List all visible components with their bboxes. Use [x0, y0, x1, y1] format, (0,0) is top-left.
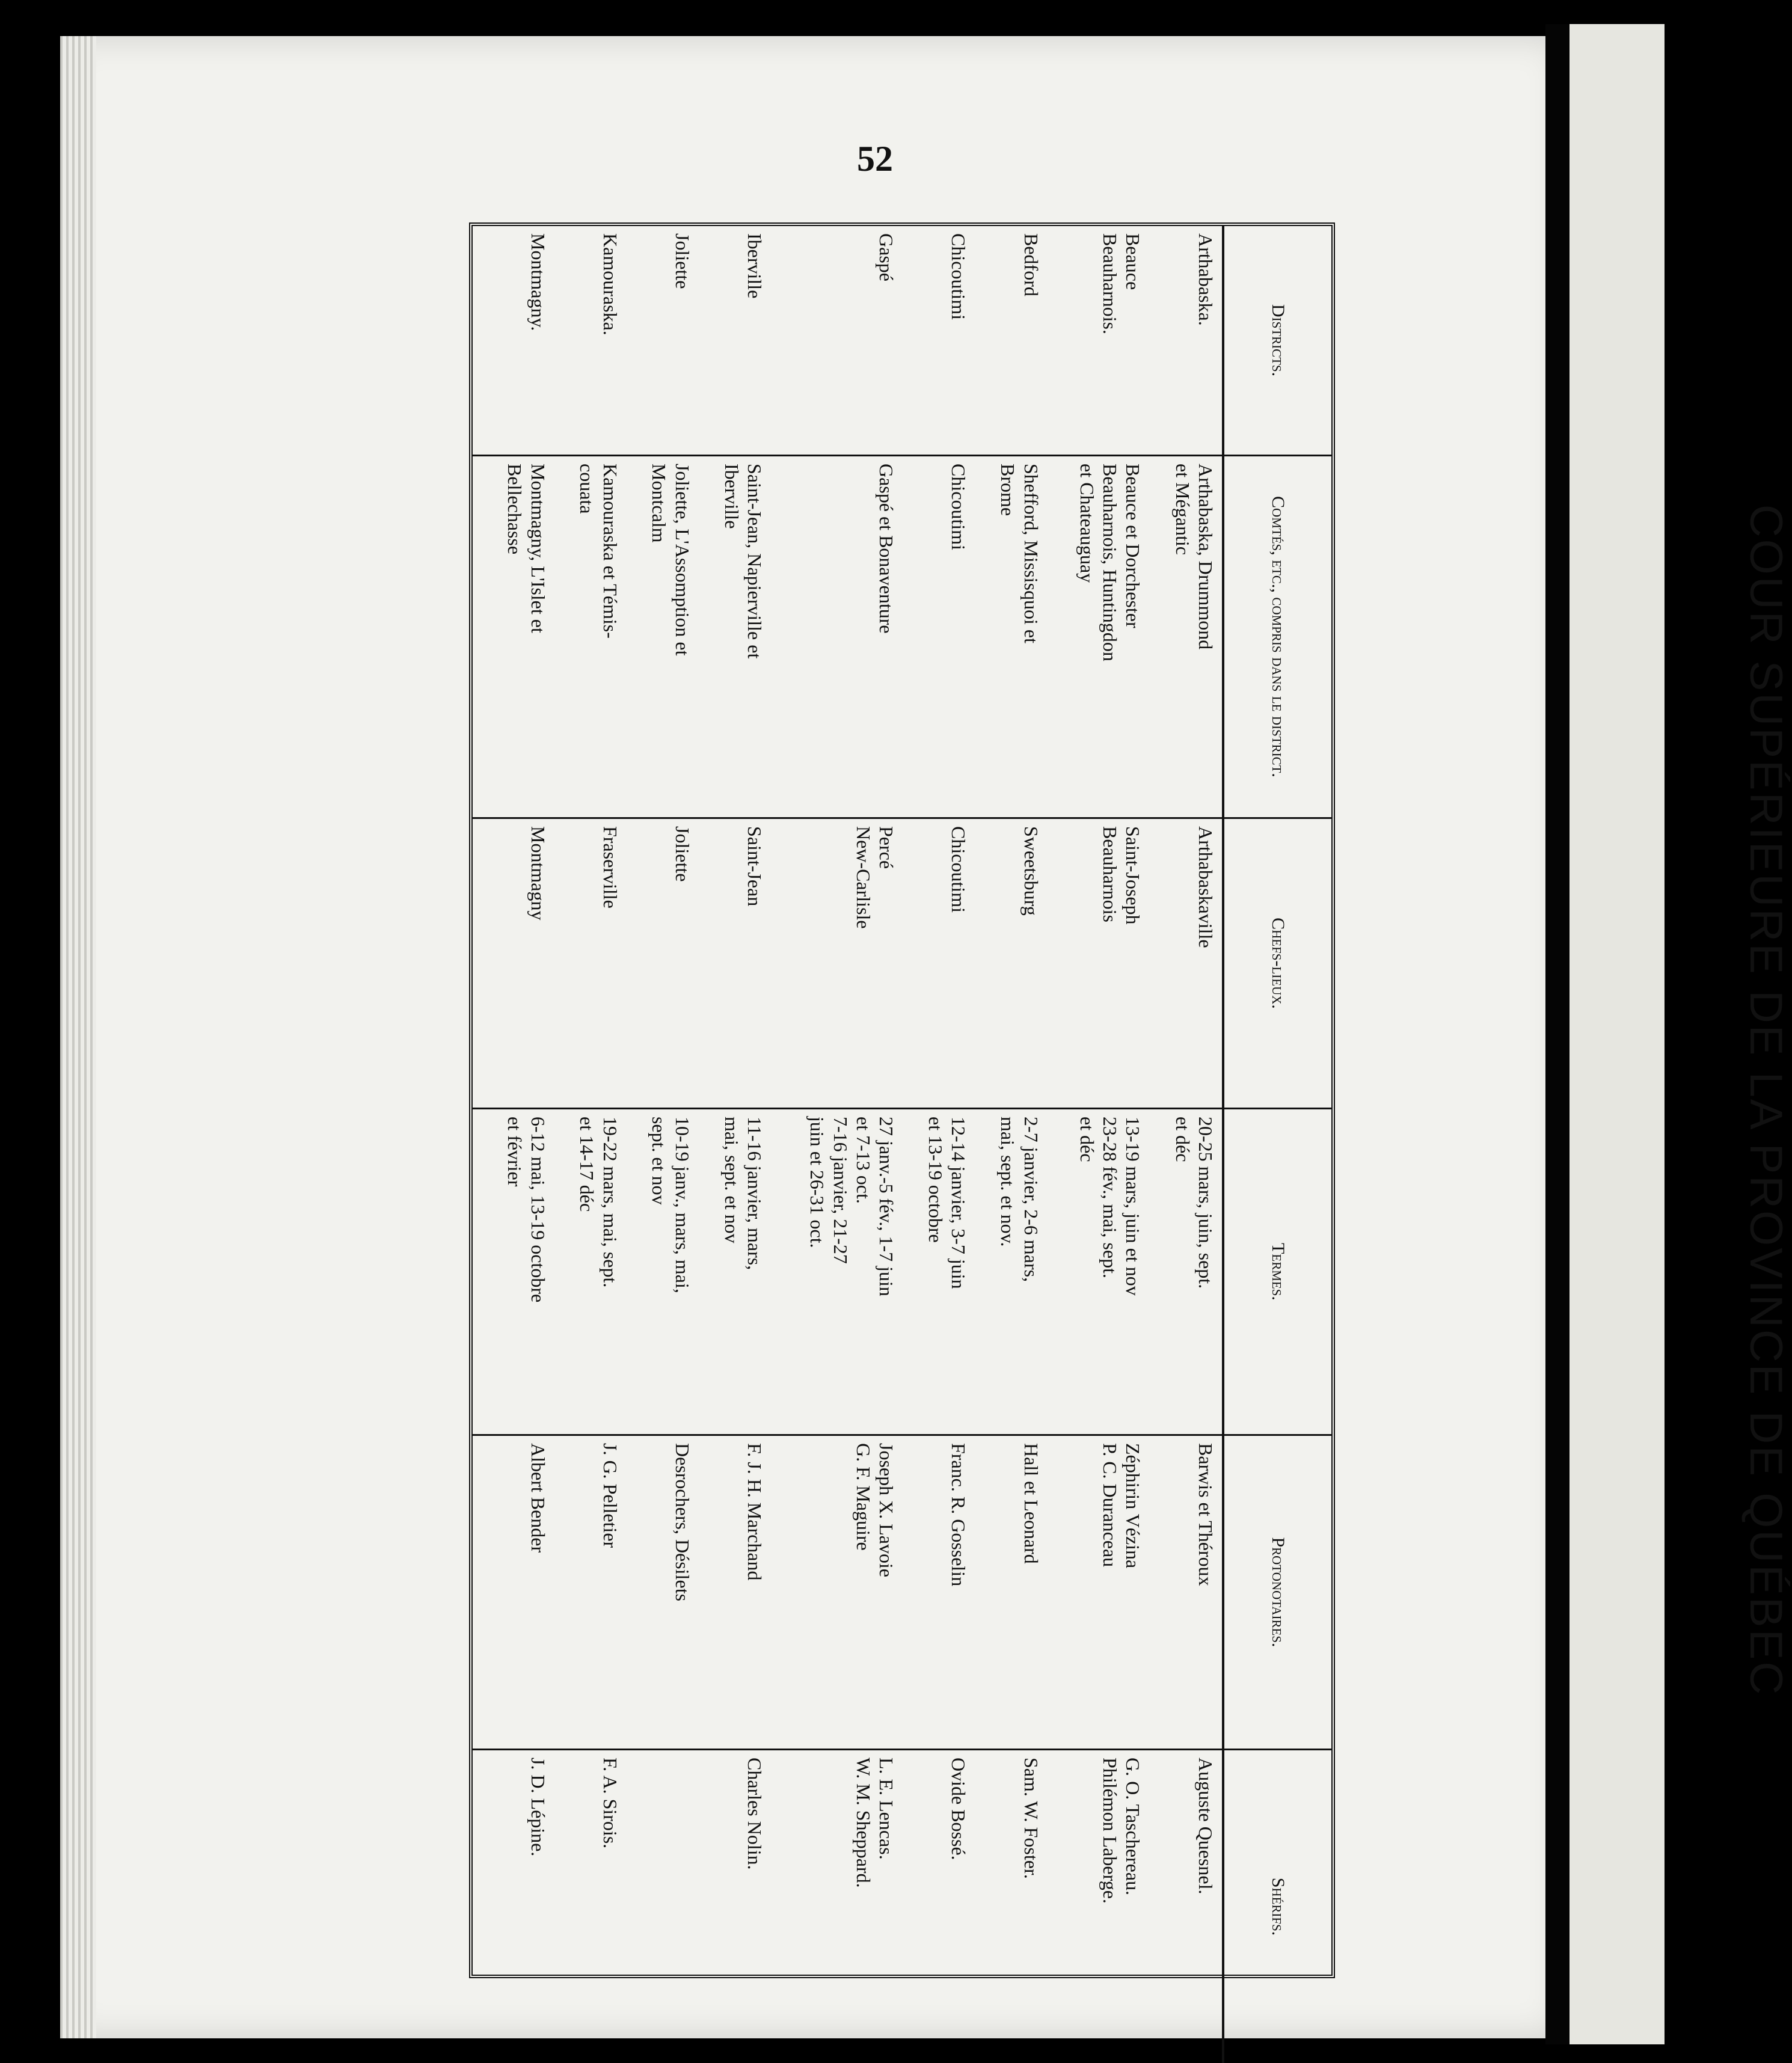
sherifs-cell-line: Ovide Bossé.	[947, 1758, 970, 2056]
comtes-cell-line: Gaspé et Bonaventure	[875, 464, 898, 810]
header-sherifs: Shérifs.	[1223, 1750, 1331, 2063]
termes-cell-line: et déc	[1075, 1117, 1098, 1427]
termes-cell-line: 7-16 janvier, 21-27	[829, 1117, 852, 1427]
sherifs-cell-line: Charles Nolin.	[743, 1758, 766, 2056]
comtes-cell-line: Montmagny, L'Islet et	[526, 464, 549, 810]
termes-cell-line: et 14-17 déc	[575, 1117, 598, 1427]
termes-cell-line: et 7-13 oct.	[852, 1117, 875, 1427]
comtes-cell-line: Arthabaska, Drummond	[1194, 464, 1217, 810]
table-header-row	[1223, 226, 1331, 2063]
comtes-cell-line: Joliette, L'Assomption et	[670, 464, 693, 810]
sherifs-cell	[903, 1750, 975, 2063]
district-cell-line: Arthabaska.	[1194, 233, 1217, 447]
comtes-cell-line: Brome	[996, 464, 1019, 810]
sherifs-cell	[1048, 1750, 1150, 2063]
page-title: COUR SUPÉRIEURE DE LA PROVINCE DE QUÉBEC	[1740, 222, 1792, 1978]
termes-cell-line: 23-28 fév., mai, sept.	[1099, 1117, 1122, 1427]
table-row	[699, 226, 771, 2063]
protonotaires-cell-line: Joseph X. Lavoie	[875, 1443, 898, 1741]
sherifs-cell-line: W. M. Sheppard.	[852, 1758, 875, 2056]
header-termes: Termes.	[1223, 1109, 1331, 1435]
chefs-lieux-cell	[627, 818, 699, 1109]
protonotaires-cell	[903, 1435, 975, 1750]
district-cell-line: Iberville	[743, 233, 766, 447]
termes-cell	[1149, 1109, 1223, 1435]
chefs-lieux-cell-line: New-Carlisle	[852, 826, 875, 1100]
protonotaires-cell	[554, 1435, 627, 1750]
protonotaires-cell	[975, 1435, 1047, 1750]
district-cell-line: Beauce	[1122, 233, 1144, 447]
comtes-cell	[975, 456, 1047, 818]
district-cell-line: Beauharnois.	[1099, 233, 1122, 447]
table-row	[771, 226, 903, 2063]
termes-cell	[473, 1109, 554, 1435]
chefs-lieux-cell-line: Chicoutimi	[947, 826, 970, 1100]
termes-cell-line: juin et 26-31 oct.	[806, 1117, 829, 1427]
district-cell	[627, 226, 699, 456]
termes-cell-line: 6-12 mai, 13-19 octobre	[526, 1117, 549, 1427]
termes-cell-line: 27 janv.-5 fév., 1-7 juin	[875, 1117, 898, 1427]
protonotaires-cell-line: Barwis et Théroux	[1194, 1443, 1217, 1741]
termes-cell-line: et février	[503, 1117, 526, 1427]
chefs-lieux-cell-line: Saint-Jean	[743, 826, 766, 1100]
protonotaires-cell-line: Franc. R. Gosselin	[947, 1443, 970, 1741]
table-row	[903, 226, 975, 2063]
protonotaires-cell-line: Albert Bender	[526, 1443, 549, 1741]
chefs-lieux-cell	[1149, 818, 1223, 1109]
comtes-cell	[699, 456, 771, 818]
termes-cell-line: 11-16 janvier, mars,	[743, 1117, 766, 1427]
termes-cell	[627, 1109, 699, 1435]
chefs-lieux-cell-line: Joliette	[670, 826, 693, 1100]
page-number: 52	[839, 138, 911, 180]
sherifs-cell-line: F. A. Sirois.	[598, 1758, 621, 2056]
comtes-cell-line: Beauharnois, Huntingdon	[1099, 464, 1122, 810]
comtes-cell-line: Beauce et Dorchester	[1122, 464, 1144, 810]
table-frame	[469, 222, 1335, 1978]
protonotaires-cell-line: P. C. Duranceau	[1099, 1443, 1122, 1741]
district-cell-line: Bedford	[1019, 233, 1042, 447]
protonotaires-cell-line: J. G. Pelletier	[598, 1443, 621, 1741]
district-cell	[554, 226, 627, 456]
protonotaires-cell	[699, 1435, 771, 1750]
table-row	[1149, 226, 1223, 2063]
comtes-cell-line: couata	[575, 464, 598, 810]
protonotaires-cell	[1048, 1435, 1150, 1750]
sherifs-cell-line: Philémon Laberge.	[1099, 1758, 1122, 2056]
sherifs-cell	[975, 1750, 1047, 2063]
termes-cell-line: 10-19 janv., mars, mai,	[670, 1117, 693, 1427]
district-cell-line: Gaspé	[875, 233, 898, 447]
facing-page-edge	[1570, 24, 1665, 2044]
table-row	[975, 226, 1047, 2063]
chefs-lieux-cell	[975, 818, 1047, 1109]
header-comtes: Comtés, etc., compris dans le district.	[1223, 456, 1331, 818]
page-edges	[60, 36, 96, 2038]
chefs-lieux-cell-line: Fraserville	[598, 826, 621, 1100]
district-cell-line: Joliette	[670, 233, 693, 447]
termes-cell-line: 12-14 janvier, 3-7 juin	[947, 1117, 970, 1427]
district-cell	[771, 226, 903, 456]
termes-cell-line: mai, sept. et nov	[720, 1117, 743, 1427]
district-cell	[1048, 226, 1150, 456]
chefs-lieux-cell	[473, 818, 554, 1109]
table-row	[554, 226, 627, 2063]
termes-cell-line: sept. et nov	[648, 1117, 670, 1427]
comtes-cell	[903, 456, 975, 818]
termes-cell	[554, 1109, 627, 1435]
sherifs-cell	[627, 1750, 699, 2063]
protonotaires-cell	[771, 1435, 903, 1750]
rotated-table-block	[469, 222, 1335, 1978]
table-row	[627, 226, 699, 2063]
chefs-lieux-cell	[903, 818, 975, 1109]
termes-cell-line: et déc	[1171, 1117, 1194, 1427]
sherifs-cell	[554, 1750, 627, 2063]
chefs-lieux-cell-line: Percé	[875, 826, 898, 1100]
comtes-cell-line: Saint-Jean, Napierville et	[743, 464, 766, 810]
protonotaires-cell	[473, 1435, 554, 1750]
district-cell	[975, 226, 1047, 456]
chefs-lieux-cell-line: Montmagny	[526, 826, 549, 1100]
comtes-cell-line: Kamouraska et Témis-	[598, 464, 621, 810]
termes-cell-line: 2-7 janvier, 2-6 mars,	[1019, 1117, 1042, 1427]
comtes-cell	[627, 456, 699, 818]
district-cell-line: Montmagny.	[526, 233, 549, 447]
termes-cell-line: 13-19 mars, juin et nov	[1122, 1117, 1144, 1427]
termes-cell	[699, 1109, 771, 1435]
comtes-cell-line: Iberville	[720, 464, 743, 810]
chefs-lieux-cell-line: Arthabaskaville	[1194, 826, 1217, 1100]
comtes-cell-line: et Chateauguay	[1075, 464, 1098, 810]
chefs-lieux-cell	[771, 818, 903, 1109]
comtes-cell	[554, 456, 627, 818]
protonotaires-cell-line: Desrochers, Désilets	[670, 1443, 693, 1741]
district-cell	[1149, 226, 1223, 456]
sherifs-cell-line: G. O. Taschereau.	[1122, 1758, 1144, 2056]
district-cell	[473, 226, 554, 456]
termes-cell-line: 20-25 mars, juin, sept.	[1194, 1117, 1217, 1427]
table-row	[1048, 226, 1150, 2063]
termes-cell-line: et 13-19 octobre	[924, 1117, 947, 1427]
protonotaires-cell-line: Zéphirin Vézina	[1122, 1443, 1144, 1741]
header-protonotaires: Protonotaires.	[1223, 1435, 1331, 1750]
comtes-cell-line: Montcalm	[648, 464, 670, 810]
sherifs-cell	[771, 1750, 903, 2063]
chefs-lieux-cell	[699, 818, 771, 1109]
termes-cell	[1048, 1109, 1150, 1435]
termes-cell-line: mai, sept. et nov.	[996, 1117, 1019, 1427]
termes-cell	[771, 1109, 903, 1435]
protonotaires-cell-line: F. J. H. Marchand	[743, 1443, 766, 1741]
table-body	[473, 226, 1223, 2063]
header-districts: Districts.	[1223, 226, 1331, 456]
court-table	[473, 226, 1331, 2063]
district-cell	[903, 226, 975, 456]
comtes-cell-line: et Mégantic	[1171, 464, 1194, 810]
chefs-lieux-cell-line: Sweetsburg	[1019, 826, 1042, 1100]
district-cell-line: Chicoutimi	[947, 233, 970, 447]
chefs-lieux-cell-line: Saint-Joseph	[1122, 826, 1144, 1100]
comtes-cell	[771, 456, 903, 818]
chefs-lieux-cell	[554, 818, 627, 1109]
table-row	[473, 226, 554, 2063]
sherifs-cell	[473, 1750, 554, 2063]
comtes-cell	[1048, 456, 1150, 818]
district-cell	[699, 226, 771, 456]
protonotaires-cell-line: G. F. Maguire	[852, 1443, 875, 1741]
termes-cell	[975, 1109, 1047, 1435]
chefs-lieux-cell	[1048, 818, 1150, 1109]
termes-cell	[903, 1109, 975, 1435]
sherifs-cell-line: L. E. Lencas.	[875, 1758, 898, 2056]
district-cell-line: Kamouraska.	[598, 233, 621, 447]
sherifs-cell	[699, 1750, 771, 2063]
protonotaires-cell-line: Hall et Leonard	[1019, 1443, 1042, 1741]
sherifs-cell-line: J. D. Lépine.	[526, 1758, 549, 2056]
protonotaires-cell	[627, 1435, 699, 1750]
comtes-cell-line: Chicoutimi	[947, 464, 970, 810]
comtes-cell	[1149, 456, 1223, 818]
sherifs-cell-line: Auguste Quesnel.	[1194, 1758, 1217, 2056]
sherifs-cell-line: Sam. W. Foster.	[1019, 1758, 1042, 2056]
book-gutter	[1545, 24, 1570, 2044]
chefs-lieux-cell-line: Beauharnois	[1099, 826, 1122, 1100]
comtes-cell	[473, 456, 554, 818]
sherifs-cell	[1149, 1750, 1223, 2063]
comtes-cell-line: Shefford, Missisquoi et	[1019, 464, 1042, 810]
termes-cell-line: 19-22 mars, mai, sept.	[598, 1117, 621, 1427]
header-chefs-lieux: Chefs-lieux.	[1223, 818, 1331, 1109]
protonotaires-cell	[1149, 1435, 1223, 1750]
comtes-cell-line: Bellechasse	[503, 464, 526, 810]
